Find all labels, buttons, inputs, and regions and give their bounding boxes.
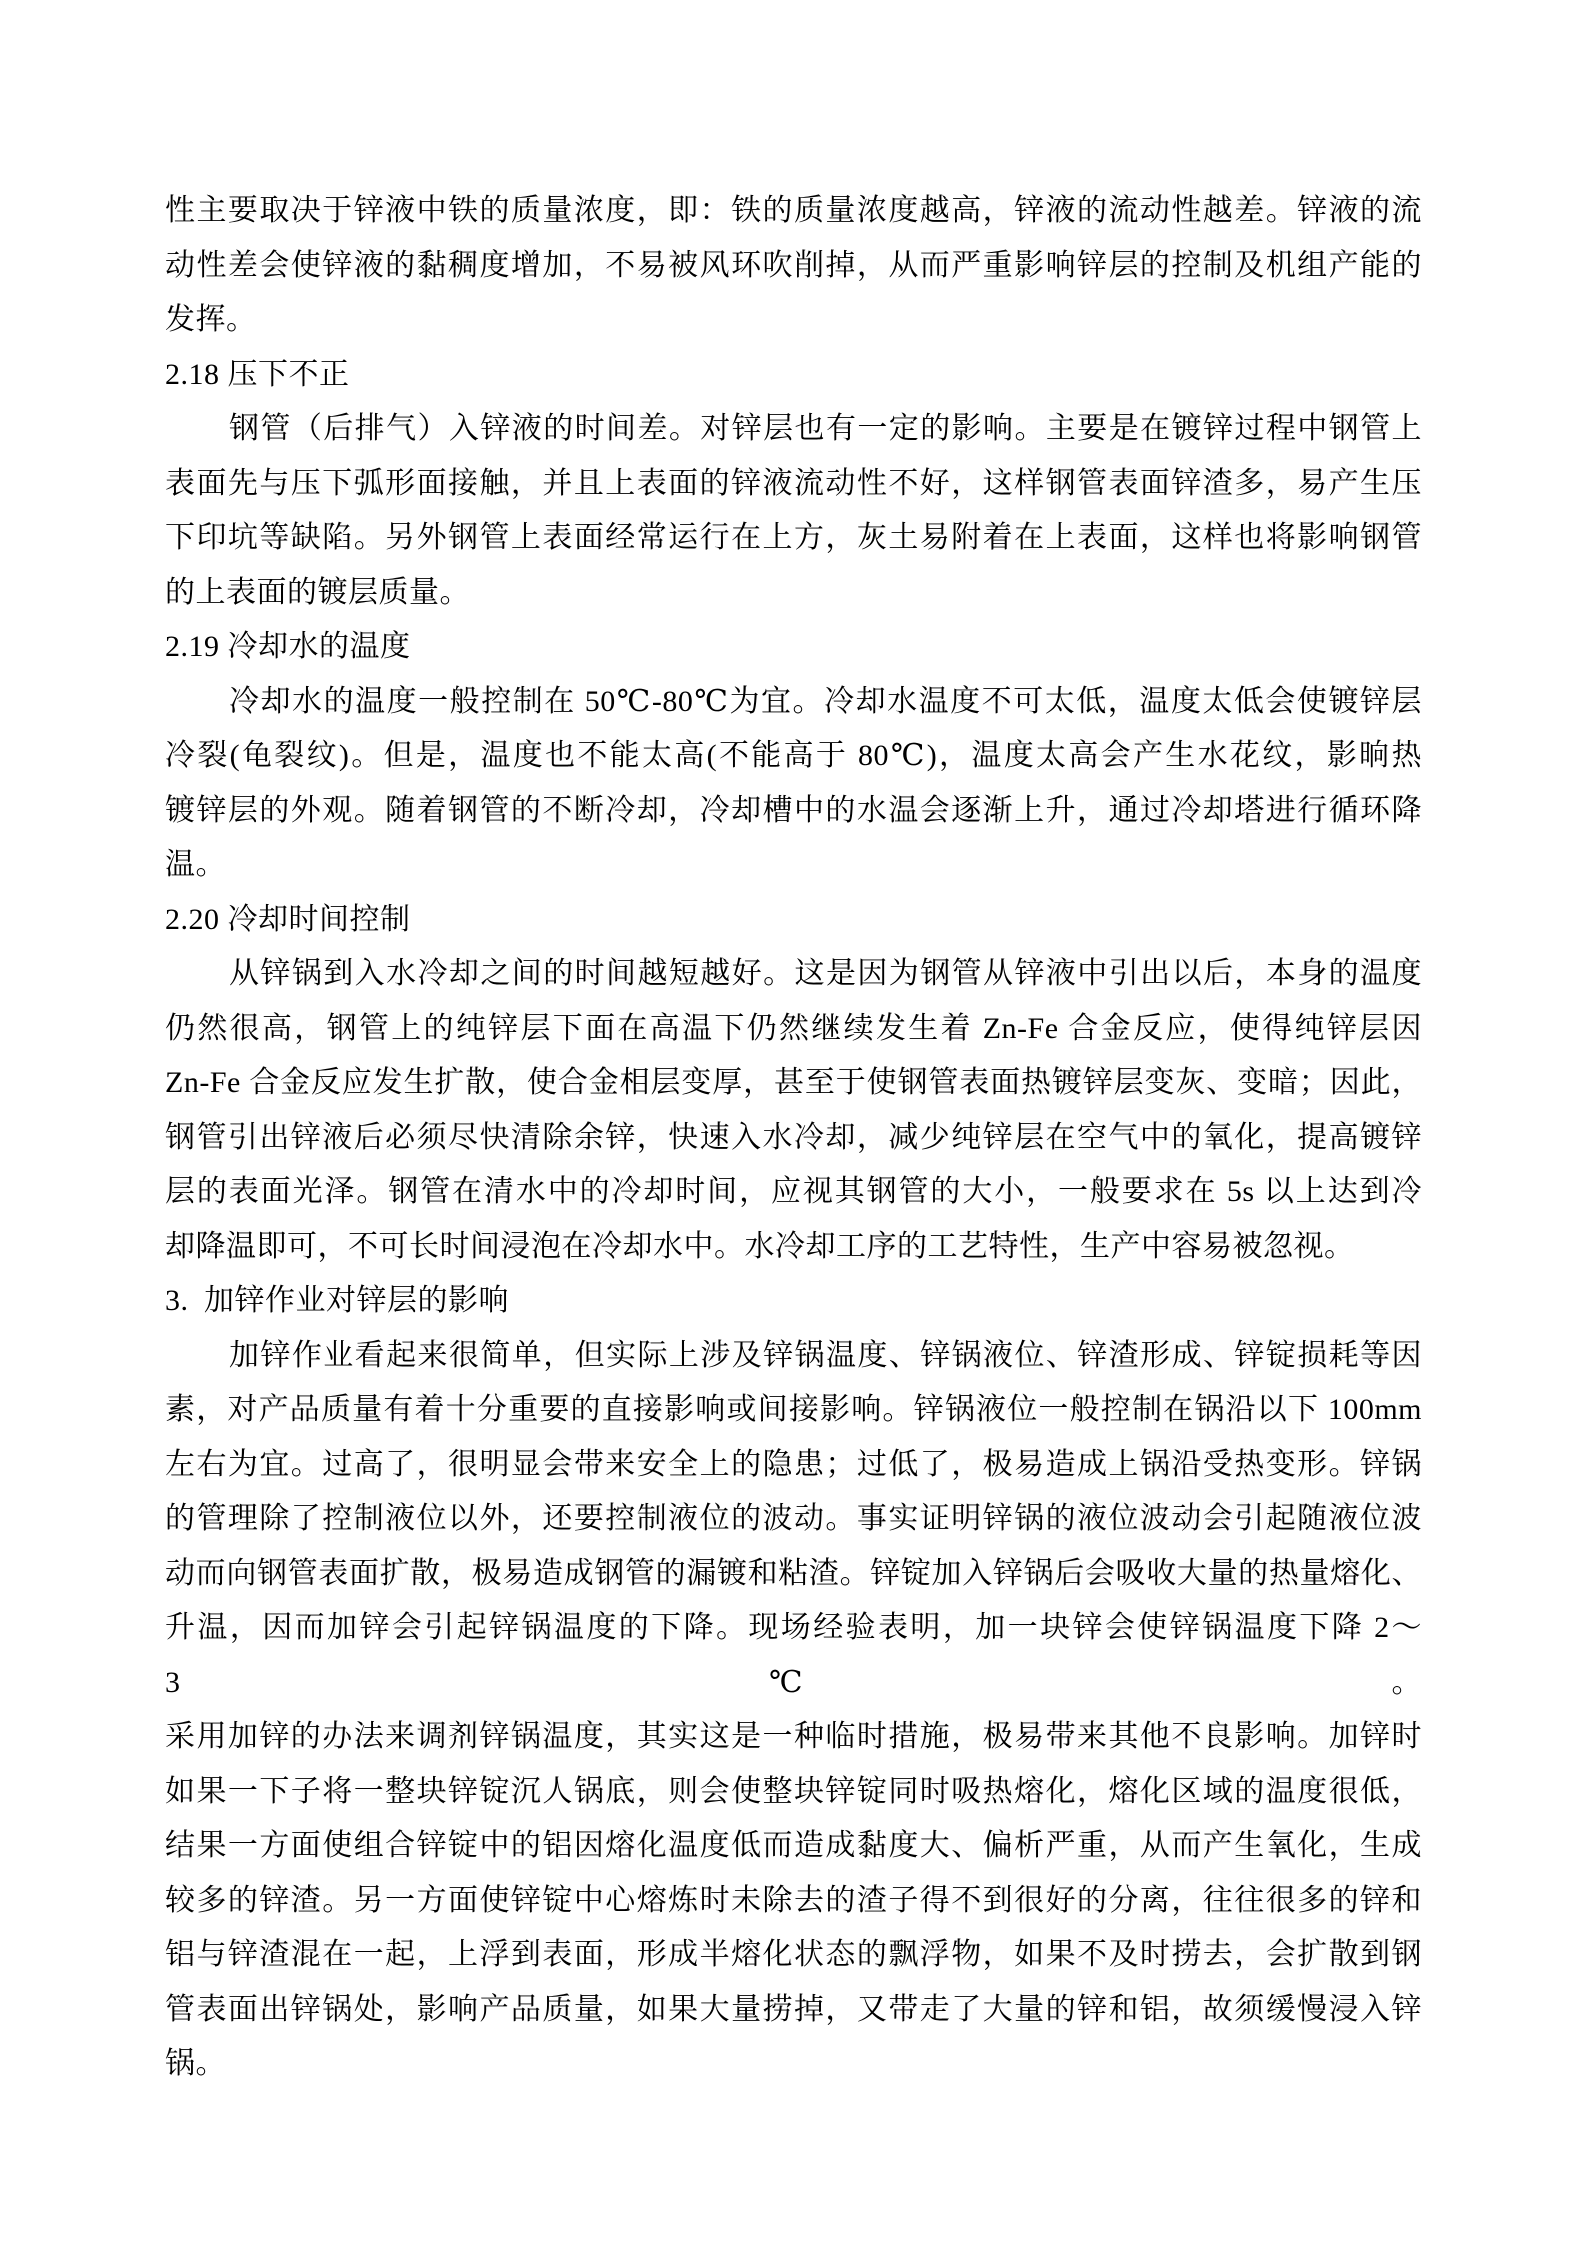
text-line: 从锌锅到入水冷却之间的时间越短越好。这是因为钢管从锌液中引出以后，本身的温度 [229, 957, 1422, 990]
text-line: 动性差会使锌液的黏稠度增加，不易被风环吹削掉，从而严重影响锌层的控制及机组产能的 [165, 248, 1422, 282]
text-line: 管表面出锌锅处，影响产品质量，如果大量捞掉，又带走了大量的锌和铝，故须缓慢浸入锌 [165, 1992, 1422, 2026]
text-line: 铝与锌渣混在一起，上浮到表面，形成半熔化状态的飘浮物，如果不及时捞去，会扩散到钢 [165, 1938, 1422, 1971]
text-line: 素，对产品质量有着十分重要的直接影响或间接影响。锌锅液位一般控制在锅沿以下 100mm [165, 1393, 1422, 1426]
text-line: 冷裂(龟裂纹)。但是，温度也不能太高(不能高于 80℃)，温度太高会产生水花纹，影晌热 [165, 739, 1422, 772]
text-line: 层的表面光泽。钢管在清水中的冷却时间，应视其钢管的大小，一般要求在 5s 以上达到冷 [165, 1175, 1422, 1208]
text-line: 却降温即可，不可长时间浸泡在冷却水中。水冷却工序的工艺特性，生产中容易被忽视。 [165, 1229, 1355, 1263]
text-line: 性主要取决于锌液中铁的质量浓度，即：铁的质量浓度越高，锌液的流动性越差。锌液的流 [165, 194, 1422, 227]
text-line: 的管理除了控制液位以外，还要控制液位的波动。事实证明锌锅的液位波动会引起随液位波 [165, 1502, 1422, 1535]
document-text-block [165, 184, 1422, 2092]
text-line: 锅。 [165, 2047, 226, 2080]
text-line: 镀锌层的外观。随着钢管的不断冷却，冷却槽中的水温会逐渐上升，通过冷却塔进行循环降 [165, 793, 1422, 827]
text-line: 仍然很高，钢管上的纯锌层下面在高温下仍然继续发生着 Zn-Fe 合金反应，使得纯锌层因 [165, 1011, 1422, 1045]
text-line: 2.20 冷却时间控制 [165, 902, 411, 936]
text-line: 冷却水的温度一般控制在 50℃-80℃为宜。冷却水温度不可太低，温度太低会使镀锌层 [229, 684, 1422, 718]
text-line: 下印坑等缺陷。另外钢管上表面经常运行在上方，灰土易附着在上表面，这样也将影响钢管 [165, 521, 1422, 554]
text-line: Zn-Fe 合金反应发生扩散，使合金相层变厚，甚至于使钢管表面热镀锌层变灰、变暗；因此， [165, 1066, 1422, 1099]
text-line: 温。 [165, 848, 226, 881]
text-line: 采用加锌的办法来调剂锌锅温度，其实这是一种临时措施，极易带来其他不良影响。加锌时 [165, 1720, 1422, 1753]
text-line: 较多的锌渣。另一方面使锌锭中心熔炼时未除去的渣子得不到很好的分离，往往很多的锌和 [165, 1883, 1422, 1917]
text-line: 钢管（后排气）入锌液的时间差。对锌层也有一定的影响。主要是在镀锌过程中钢管上 [229, 412, 1422, 445]
text-line: 表面先与压下弧形面接触，并且上表面的锌液流动性不好，这样钢管表面锌渣多，易产生压 [165, 466, 1422, 500]
text-line: 升温，因而加锌会引起锌锅温度的下降。现场经验表明，加一块锌会使锌锅温度下降 2～3℃。 [165, 1611, 1422, 1699]
text-line: 的上表面的镀层质量。 [165, 575, 470, 609]
text-line: 结果一方面使组合锌锭中的铝因熔化温度低而造成黏度大、偏析严重，从而产生氧化，生成 [165, 1829, 1422, 1862]
text-line: 发挥。 [165, 303, 257, 336]
text-line: 如果一下子将一整块锌锭沉人锅底，则会使整块锌锭同时吸热熔化，熔化区域的温度很低， [165, 1774, 1422, 1808]
text-line: 动而向钢管表面扩散，极易造成钢管的漏镀和粘渣。锌锭加入锌锅后会吸收大量的热量熔化、 [165, 1556, 1422, 1590]
text-line: 2.18 压下不正 [165, 357, 350, 391]
text-line: 钢管引出锌液后必须尽快清除余锌，快速入水冷却，减少纯锌层在空气中的氧化，提高镀锌 [165, 1120, 1422, 1154]
text-line: 3. 加锌作业对锌层的影响 [165, 1284, 509, 1317]
text-line: 左右为宜。过高了，很明显会带来安全上的隐患；过低了，极易造成上锅沿受热变形。锌锅 [165, 1447, 1422, 1481]
text-line: 加锌作业看起来很简单，但实际上涉及锌锅温度、锌锅液位、锌渣形成、锌锭损耗等因 [229, 1338, 1422, 1372]
text-line: 2.19 冷却水的温度 [165, 630, 411, 663]
